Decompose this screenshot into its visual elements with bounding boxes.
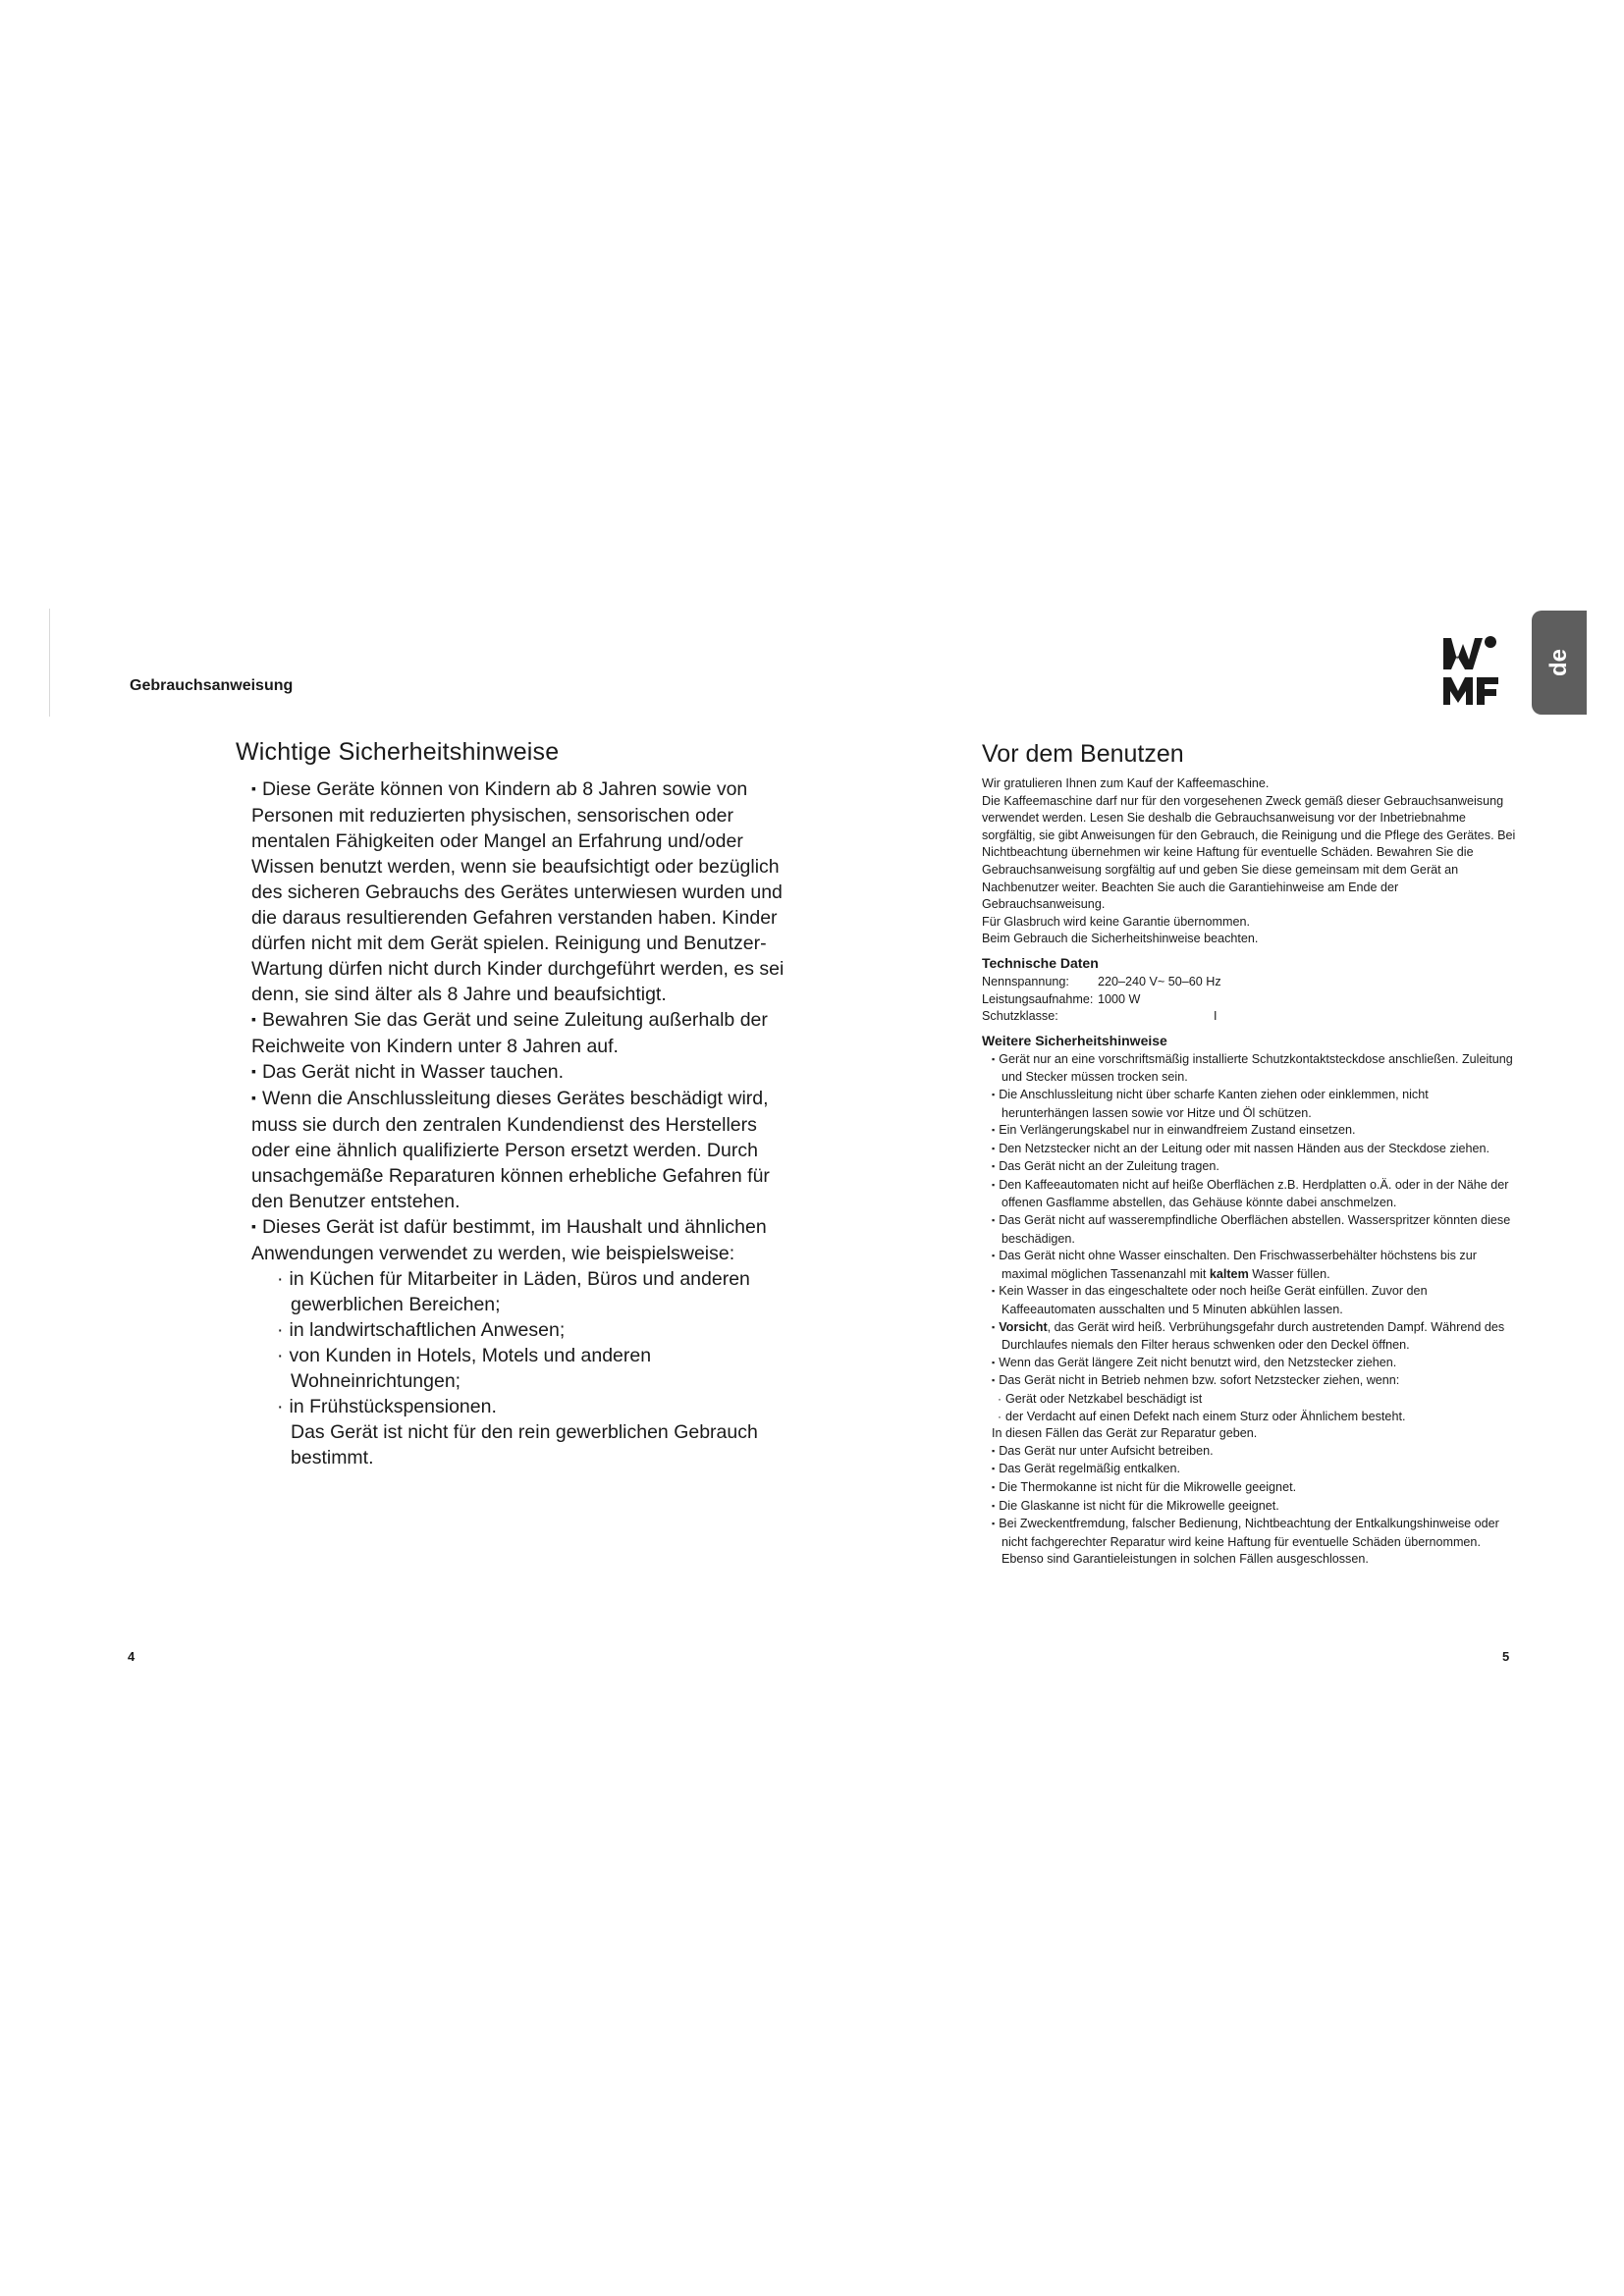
- left-page-title: Wichtige Sicherheitshinweise: [236, 738, 560, 766]
- damage-sublist: [998, 1391, 1517, 1425]
- tech-value: 220–240 V~ 50–60 Hz: [1098, 974, 1221, 988]
- tech-value: 1000 W: [1098, 991, 1141, 1006]
- intro-text: Wir gratulieren Ihnen zum Kauf der Kaffeemaschine.: [982, 776, 1270, 790]
- tech-label: Schutzklasse:: [982, 1009, 1058, 1024]
- safety-item: ▪ Wenn das Gerät längere Zeit nicht benutzt wird, den Netzstecker ziehen.: [992, 1355, 1517, 1373]
- safety-item: ▪ Das Gerät nicht auf wasserempfindliche Oberflächen abstellen. Wasserspritzer könnten diese beschädigen.: [992, 1212, 1517, 1248]
- safety-item: ▪ Die Thermokanne ist nicht für die Mikrowelle geeignet.: [992, 1479, 1517, 1498]
- water-item-text-end: Wasser füllen.: [1248, 1266, 1330, 1281]
- use-list-item: · von Kunden in Hotels, Motels und anderen Wohneinrichtungen;: [277, 1343, 785, 1394]
- water-item-bold: kaltem: [1209, 1266, 1249, 1281]
- language-tab-label: de: [1545, 648, 1572, 677]
- tech-label: Nennspannung:: [982, 974, 1069, 988]
- safety-paragraph: ▪ Wenn die Anschlussleitung dieses Gerätes beschädigt wird, muss sie durch den zentralen Kundendienst des Herstellers oder eine ähnlich qualifizierte Person ersetzt werden. Durch unsachgemäße Reparaturen können erhebliche Gefahren für den Benutzer entstehen.: [251, 1086, 785, 1214]
- safety-item: ▪ Den Netzstecker nicht an der Leitung oder mit nassen Händen aus der Steckdose ziehen.: [992, 1141, 1517, 1159]
- tech-row: [982, 991, 1517, 1009]
- repair-note: In diesen Fällen das Gerät zur Reparatur geben.: [992, 1426, 1258, 1441]
- page-edge-rule: [49, 609, 50, 717]
- caution-bold: Vorsicht: [999, 1319, 1048, 1334]
- safety-item: ▪ Den Kaffeeautomaten nicht auf heiße Oberflächen z.B. Herdplatten o.Ä. oder in der Nähe der offenen Gasflamme abstellen, das Gehäuse könnte dabei anschmelzen.: [992, 1177, 1517, 1212]
- intro-text: Für Glasbruch wird keine Garantie übernommen.: [982, 914, 1250, 929]
- damage-sub-item: · Gerät oder Netzkabel beschädigt ist: [998, 1391, 1517, 1409]
- safety-paragraph: ▪ Das Gerät nicht in Wasser tauchen.: [251, 1059, 785, 1086]
- safety-item: ▪ Die Anschlussleitung nicht über scharfe Kanten ziehen oder einklemmen, nicht herunterhängen lassen sowie vor Hitze und Öl schützen.: [992, 1087, 1517, 1122]
- safety-item: ▪ Das Gerät nicht in Betrieb nehmen bzw. sofort Netzstecker ziehen, wenn:: [992, 1372, 1517, 1391]
- intro-text: Die Kaffeemaschine darf nur für den vorgesehenen Zweck gemäß dieser Gebrauchsanweisung verwendet werden. Lesen Sie deshalb die Gebrauchsanweisung vor der Inbetriebnahme sorgfältig, sie gibt Anweisungen für den Gebrauch, die Reinigung und die Pflege des Gerätes. Bei Nichtbeachtung übernehmen wir keine Haftung für eventuelle Schäden. Bewahren Sie die Gebrauchsanweisung sorgfältig auf und geben Sie diese gemeinsam mit dem Gerät an Nachbenutzer weiter. Beachten Sie auch die Garantiehinweise am Ende der Gebrauchsanweisung.: [982, 793, 1516, 912]
- safety-list: [992, 1051, 1517, 1391]
- safety-item: [992, 1248, 1517, 1283]
- damage-sub-item: · der Verdacht auf einen Defekt nach einem Sturz oder Ähnlichem besteht.: [998, 1409, 1517, 1426]
- right-page-title: Vor dem Benutzen: [982, 740, 1184, 768]
- safety-item: ▪ Bei Zweckentfremdung, falscher Bedienung, Nichtbeachtung der Entkalkungshinweise oder nicht fachgerechter Reparatur wird keine Haftung für eventuelle Schäden übernommen. Ebenso sind Garantieleistungen in solchen Fällen ausgeschlossen.: [992, 1516, 1517, 1569]
- safety-list-continued: [992, 1443, 1517, 1569]
- safety-heading: Weitere Sicherheitshinweise: [982, 1032, 1167, 1048]
- header-label: Gebrauchsanweisung: [130, 677, 294, 694]
- closing-note: Das Gerät ist nicht für den rein gewerblichen Gebrauch bestimmt.: [291, 1421, 758, 1468]
- water-item-text: Das Gerät nicht ohne Wasser einschalten. Den Frischwasserbehälter höchstens bis zur maximal möglichen Tassenanzahl mit: [999, 1249, 1477, 1281]
- tech-data-heading: Technische Daten: [982, 954, 1099, 971]
- safety-item: ▪ Das Gerät regelmäßig entkalken.: [992, 1461, 1517, 1479]
- tech-value: I: [1214, 1009, 1218, 1024]
- right-page-content: [982, 738, 1517, 1569]
- language-tab: [1532, 611, 1587, 715]
- use-list-item: · in landwirtschaftlichen Anwesen;: [277, 1317, 785, 1343]
- caution-text: , das Gerät wird heiß. Verbrühungsgefahr durch austretenden Dampf. Während des Durchlaufes niemals den Filter heraus schwenken oder den Deckel öffnen.: [1001, 1319, 1505, 1353]
- safety-item: ▪ Das Gerät nicht an der Zuleitung tragen.: [992, 1158, 1517, 1177]
- page-number-left: 4: [128, 1649, 135, 1664]
- tech-label: Leistungsaufnahme:: [982, 991, 1094, 1006]
- safety-item: ▪ Das Gerät nur unter Aufsicht betreiben.: [992, 1443, 1517, 1462]
- tech-row: [982, 974, 1517, 991]
- use-list-item: · in Küchen für Mitarbeiter in Läden, Büros und anderen gewerblichen Bereichen;: [277, 1266, 785, 1317]
- use-list-item: · in Frühstückspensionen.: [277, 1394, 785, 1419]
- safety-paragraph: ▪ Diese Geräte können von Kindern ab 8 Jahren sowie von Personen mit reduzierten physischen, sensorischen oder mentalen Fähigkeiten oder Mangel an Erfahrung und/oder Wissen benutzt werden, wenn sie beaufsichtigt oder bezüglich des sicheren Gebrauchs des Gerätes unterwiesen wurden und die daraus resultierenden Gefahren verstanden haben. Kinder dürfen nicht mit dem Gerät spielen. Reinigung und Benutzer-Wartung dürfen nicht durch Kinder durchgeführt werden, es sei denn, sie sind älter als 8 Jahre und beaufsichtigt.: [251, 776, 785, 1007]
- left-page-content: [236, 738, 785, 1470]
- safety-item: ▪ Gerät nur an eine vorschriftsmäßig installierte Schutzkontaktsteckdose anschließen. Zuleitung und Stecker müssen trocken sein.: [992, 1051, 1517, 1087]
- safety-item: ▪ Die Glaskanne ist nicht für die Mikrowelle geeignet.: [992, 1498, 1517, 1517]
- safety-item: ▪ Ein Verlängerungskabel nur in einwandfreiem Zustand einsetzen.: [992, 1122, 1517, 1141]
- safety-paragraph: ▪ Bewahren Sie das Gerät und seine Zuleitung außerhalb der Reichweite von Kindern unter 8 Jahren auf.: [251, 1007, 785, 1059]
- use-list: [277, 1266, 785, 1419]
- intro-text: Beim Gebrauch die Sicherheitshinweise beachten.: [982, 932, 1259, 946]
- safety-paragraph: ▪ Dieses Gerät ist dafür bestimmt, im Haushalt und ähnlichen Anwendungen verwendet zu werden, wie beispielsweise:: [251, 1214, 785, 1266]
- safety-item: [992, 1319, 1517, 1355]
- page-number-right: 5: [1502, 1649, 1510, 1664]
- tech-row: [982, 1008, 1517, 1026]
- wmf-logo-icon: [1441, 634, 1502, 707]
- safety-item: ▪ Kein Wasser in das eingeschaltete oder noch heiße Gerät einfüllen. Zuvor den Kaffeeautomaten ausschalten und 5 Minuten abkühlen lassen.: [992, 1283, 1517, 1318]
